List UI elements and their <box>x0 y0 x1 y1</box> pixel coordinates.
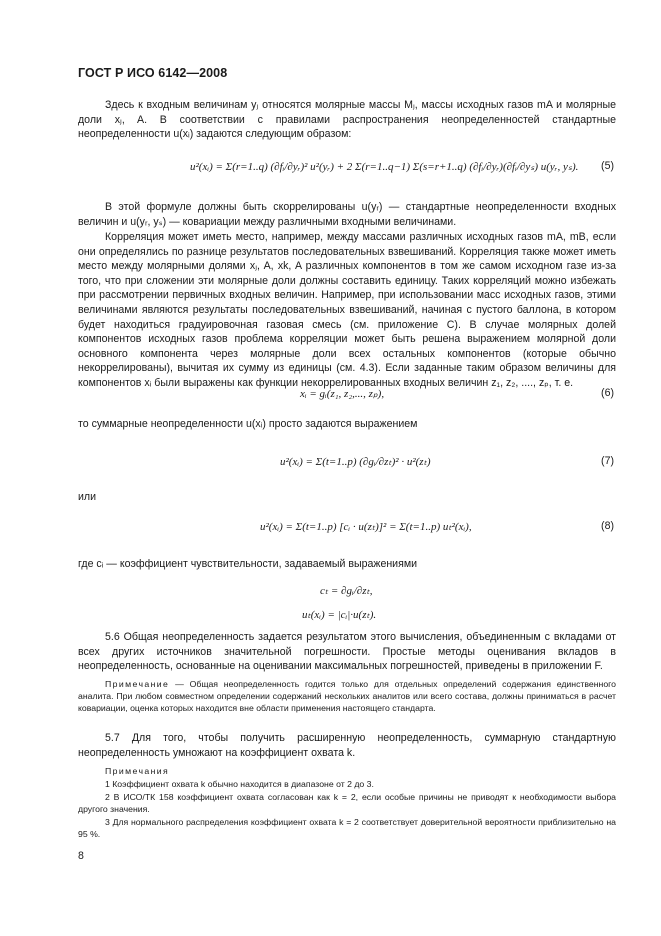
note-label: Примечание <box>105 679 170 689</box>
equation-6-number: (6) <box>601 387 614 399</box>
equation-8-number: (8) <box>601 520 614 532</box>
paragraph-combined-uncertainty: то суммарные неопределенности u(xᵢ) просто задаются выражением <box>78 418 418 430</box>
page-number: 8 <box>78 850 84 862</box>
note-text: — Общая неопределенность годится только для отдельных определений содержания единственного аналита. При любом совместном определении содержаний нескольких аналитов или всего состава, должны приниматься в расчет ковариации, оценка которых находится вне области применения настоящего стандарта. <box>78 679 616 713</box>
section-5-6: 5.6 Общая неопределенность задается результатом этого вычисления, объединенным с вкладами от всех других источников значительной погрешности. Простые методы оценивания вкладов в неопределенность, основанные на оценивании максимальных погрешностей, приведены в приложении F. <box>78 631 616 673</box>
equation-9b: uₜ(xᵢ) = |cᵢ|·u(zₜ). <box>302 609 377 621</box>
paragraph-input-quantities: Здесь к входным величинам yⱼ относятся молярные массы Mⱼ, массы исходных газов mA и молярные доли xⱼ, A. В соответствии с правилами распространения неопределенностей стандартные неопределенности u(xᵢ) задаются следующим образом: <box>78 99 616 141</box>
equation-6: xᵢ = gᵢ(z₁, z₂,..., zₚ), <box>300 388 385 400</box>
equation-9a: cₜ = ∂gᵢ/∂zₜ, <box>320 585 373 597</box>
paragraph-sensitivity: где cᵢ — коэффициент чувствительности, задаваемый выражениями <box>78 558 418 570</box>
note-3: 3 Для нормального распределения коэффициент охвата k = 2 соответствует доверительной вероятности приблизительно на 95 %. <box>78 817 616 839</box>
section-5-7: 5.7 Для того, чтобы получить расширенную неопределенность, суммарную стандартную неопределенность умножают на коэффициент охвата k. <box>78 732 616 759</box>
note-total-uncertainty <box>78 678 616 714</box>
equation-7-number: (7) <box>601 455 614 467</box>
paragraph-correlation: Корреляция может иметь место, например, между массами различных исходных газов mA, mB, если они определялись по разнице результатов последовательных взвешиваний. Корреляция также может иметь место между молярными долями xⱼ, A, xk, A различных компонентов в том же самом исходном газе из-за того, что при сложении эти молярные доли должны составить единицу. Таких корреляций можно избежать при рассмотрении первичных входных величин. Например, при использовании масс исходных газов, этими величинами являются результаты последовательных взвешиваний, начиная с пустого баллона, в котором будет находиться градуировочная газовая смесь (см. приложение С). В случае молярных долей компонентов исходных газов проблема корреляции может быть решена выражением молярной доли основного компонента через молярные доли всех остальных компонентов (которые обычно некоррелированы), вычитая их сумму из единицы (см. 4.3). Если заданные таким образом величины для компонентов xᵢ были выражены как функции некоррелированных входных величин z₁, z₂, ...., zₚ, т. е. <box>78 231 616 389</box>
note-2: 2 В ИСО/ТК 158 коэффициент охвата согласован как k = 2, если особые причины не приводят к необходимости выбора другого значения. <box>78 792 616 814</box>
document-header: ГОСТ Р ИСО 6142—2008 <box>78 66 228 80</box>
equation-8: u²(xᵢ) = Σ(t=1..p) [cᵢ · u(zₜ)]² = Σ(t=1..p) uₜ²(xᵢ), <box>260 521 472 533</box>
paragraph-correlation-formula: В этой формуле должны быть скоррелированы u(yᵣ) — стандартные неопределенности входных величин и u(yᵣ, yₛ) — ковариации между различными входными величинами. <box>78 201 616 228</box>
notes-heading: Примечания <box>105 766 170 776</box>
note-1: 1 Коэффициент охвата k обычно находится в диапазоне от 2 до 3. <box>105 779 374 789</box>
equation-5: u²(xᵢ) = Σ(r=1..q) (∂fᵢ/∂yᵣ)² u²(yᵣ) + 2 Σ(r=1..q−1) Σ(s=r+1..q) (∂fᵢ/∂yᵣ)(∂fᵢ/∂yₛ) u(yᵣ, yₛ). <box>190 161 579 173</box>
equation-7: u²(xᵢ) = Σ(t=1..p) (∂gᵢ/∂zₜ)² · u²(zₜ) <box>280 456 431 468</box>
paragraph-or: или <box>78 491 97 503</box>
equation-5-number: (5) <box>601 160 614 172</box>
